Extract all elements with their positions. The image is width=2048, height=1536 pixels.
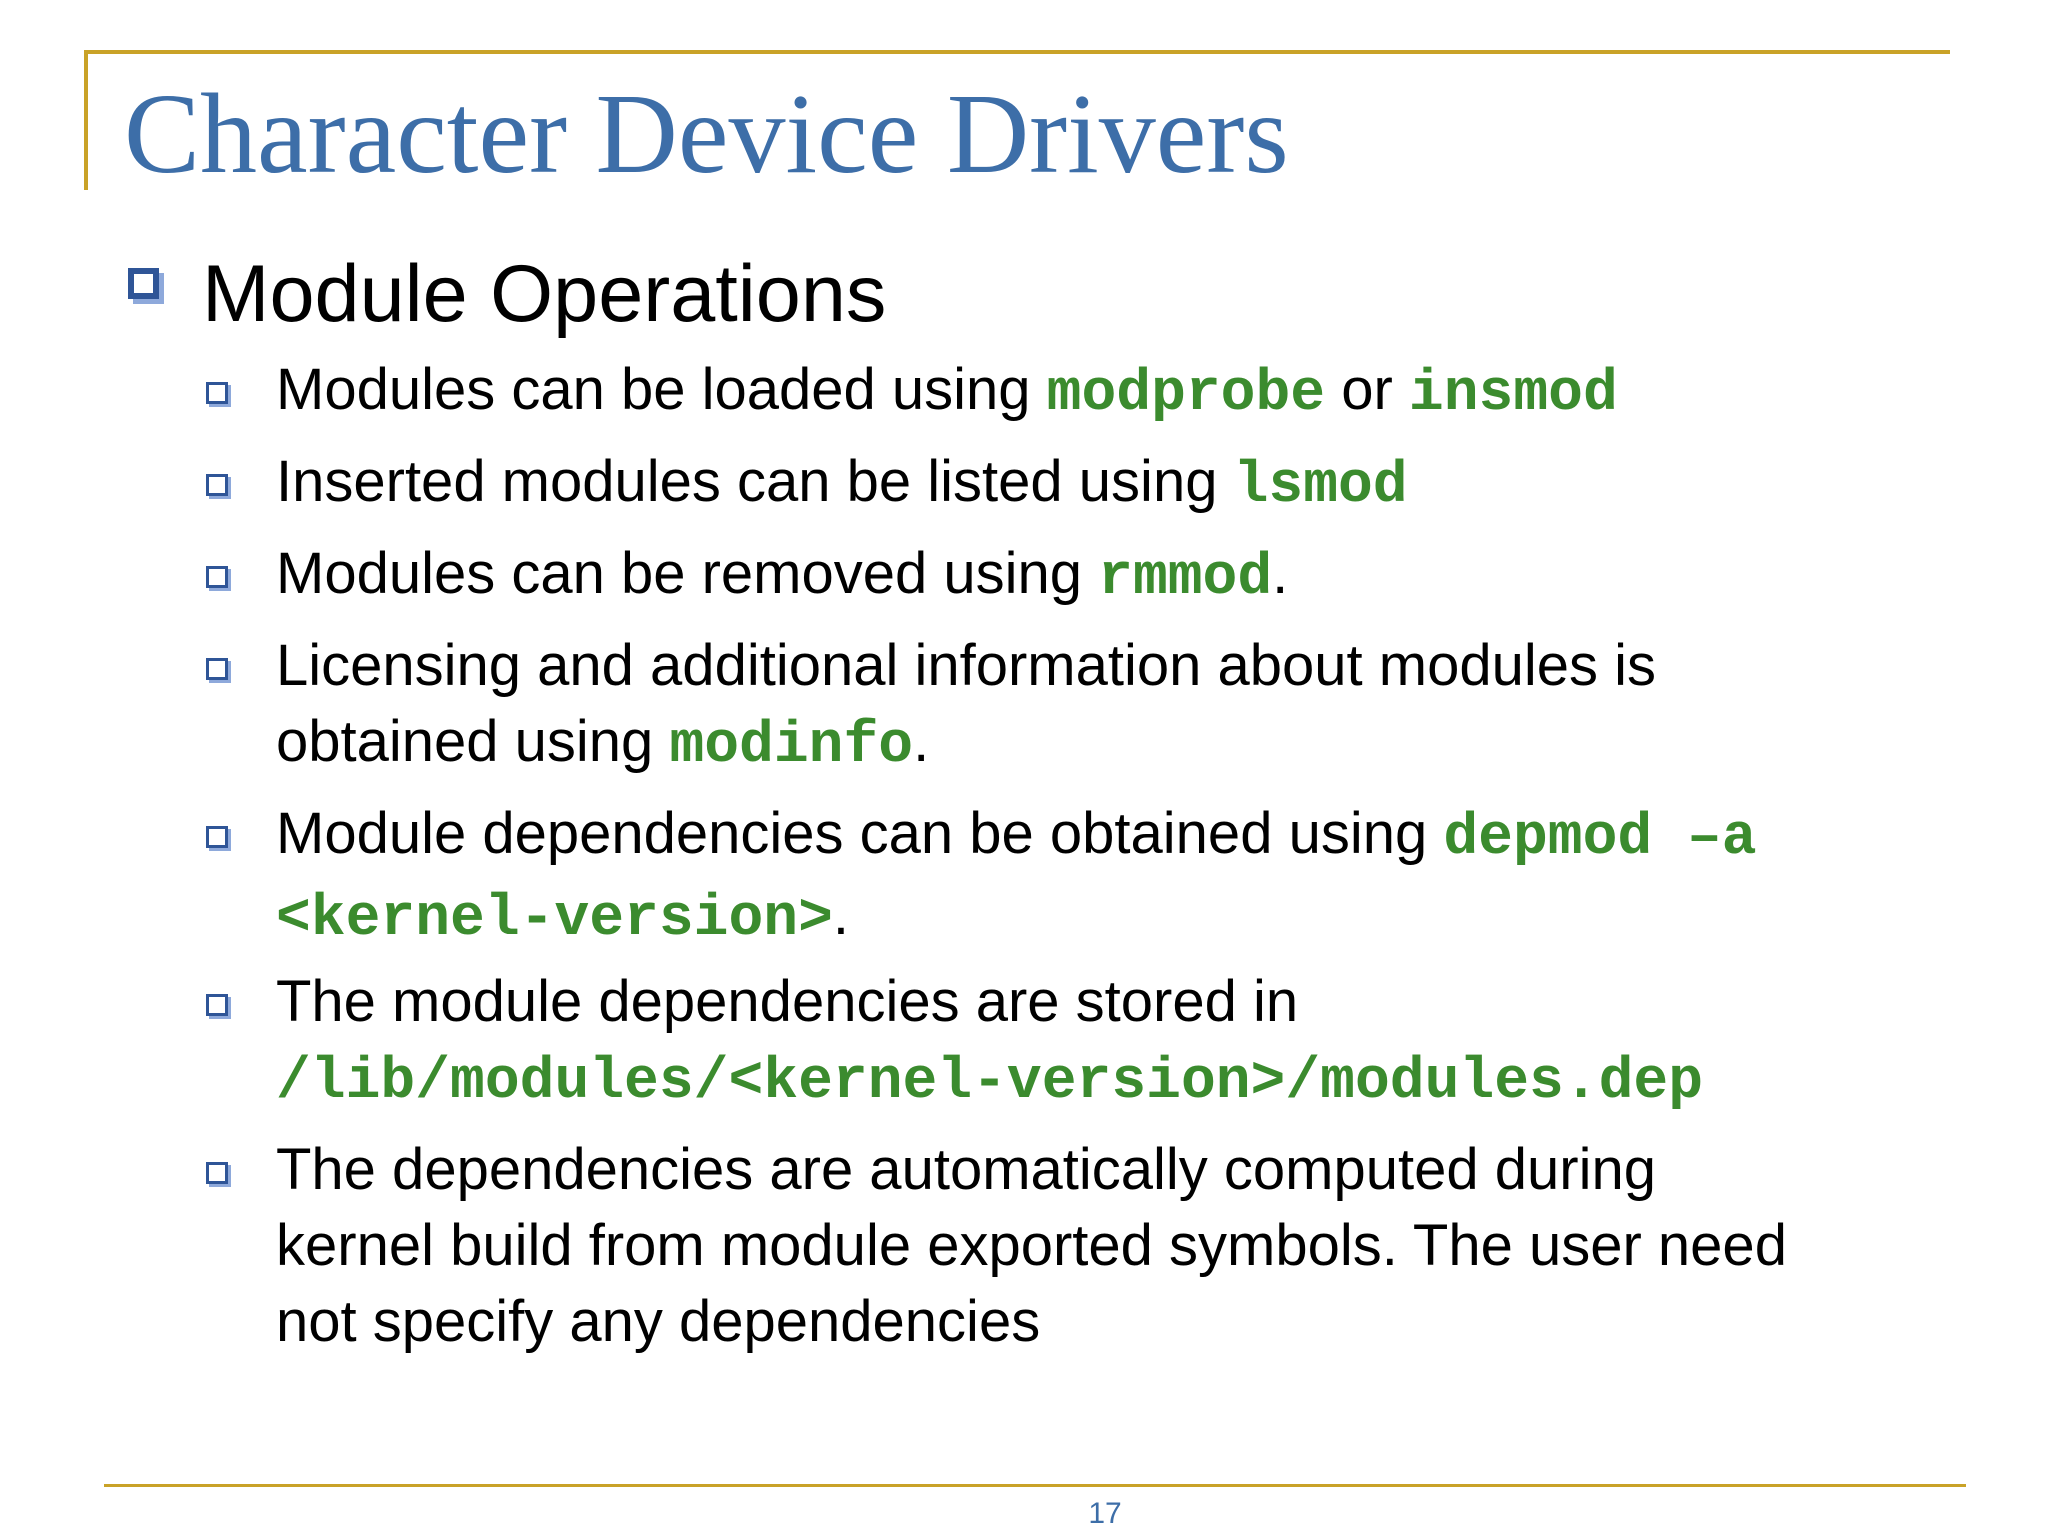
square-bullet-icon: [206, 1162, 228, 1184]
bullet-line: [276, 536, 1956, 617]
square-bullet-icon: [206, 382, 228, 404]
bullet-text: .: [1272, 541, 1289, 606]
bullet-item: [276, 536, 1956, 617]
square-bullet-icon: [206, 994, 228, 1016]
bullet-line: [276, 1208, 1956, 1284]
bullet-item: [276, 444, 1956, 525]
bullet-text: Inserted modules can be listed using: [276, 449, 1234, 514]
bullet-line: [276, 1040, 1956, 1121]
bullet-text: The dependencies are automatically computed during: [276, 1137, 1656, 1202]
bullet-text: The module dependencies are stored in: [276, 969, 1299, 1034]
bullet-item: [276, 352, 1956, 433]
command-text: insmod: [1408, 362, 1618, 427]
bullet-item: [276, 796, 1956, 958]
bullet-line: [276, 1284, 1956, 1360]
bullet-text: .: [832, 882, 850, 947]
bullet-text: Licensing and additional information about modules is: [276, 633, 1656, 698]
bullet-text: Modules can be loaded using: [276, 357, 1047, 422]
square-bullet-icon: [206, 658, 228, 680]
bullet-line: [276, 796, 1956, 877]
bullet-line: [276, 877, 1956, 958]
bullet-line: [276, 628, 1956, 704]
command-text: lsmod: [1233, 454, 1408, 519]
bullet-text: or: [1325, 357, 1409, 422]
command-text: depmod –a: [1443, 806, 1757, 871]
bullet-text: kernel build from module exported symbols. The user need: [276, 1213, 1787, 1278]
bullet-text: Module dependencies can be obtained using: [276, 801, 1444, 866]
bullet-text: .: [913, 709, 930, 774]
bullet-item: [276, 628, 1956, 785]
command-text: modprobe: [1046, 362, 1326, 427]
slide-title: Character Device Drivers: [124, 70, 1289, 197]
bullet-text: not specify any dependencies: [276, 1289, 1041, 1354]
bullet-line: [276, 1132, 1956, 1208]
command-text: /lib/modules/<kernel-version>/modules.dep: [276, 1050, 1704, 1115]
square-bullet-icon: [206, 566, 228, 588]
page-number: 17: [1088, 1497, 1122, 1530]
bullet-line: [276, 352, 1956, 433]
bullet-item: [276, 964, 1956, 1121]
bottom-rule: [104, 1484, 1966, 1487]
square-bullet-icon: [206, 826, 228, 848]
command-text: <kernel-version>: [276, 887, 833, 952]
bullet-item: [276, 1132, 1956, 1360]
section-heading: Module Operations: [202, 249, 887, 339]
bullet-line: [276, 964, 1956, 1040]
bullet-line: [276, 704, 1956, 785]
bullet-line: [276, 444, 1956, 525]
command-text: modinfo: [669, 714, 914, 779]
command-text: rmmod: [1098, 546, 1273, 611]
square-bullet-icon: [128, 268, 159, 299]
square-bullet-icon: [206, 474, 228, 496]
bullet-text: Modules can be removed using: [276, 541, 1099, 606]
bullet-text: obtained using: [276, 709, 670, 774]
